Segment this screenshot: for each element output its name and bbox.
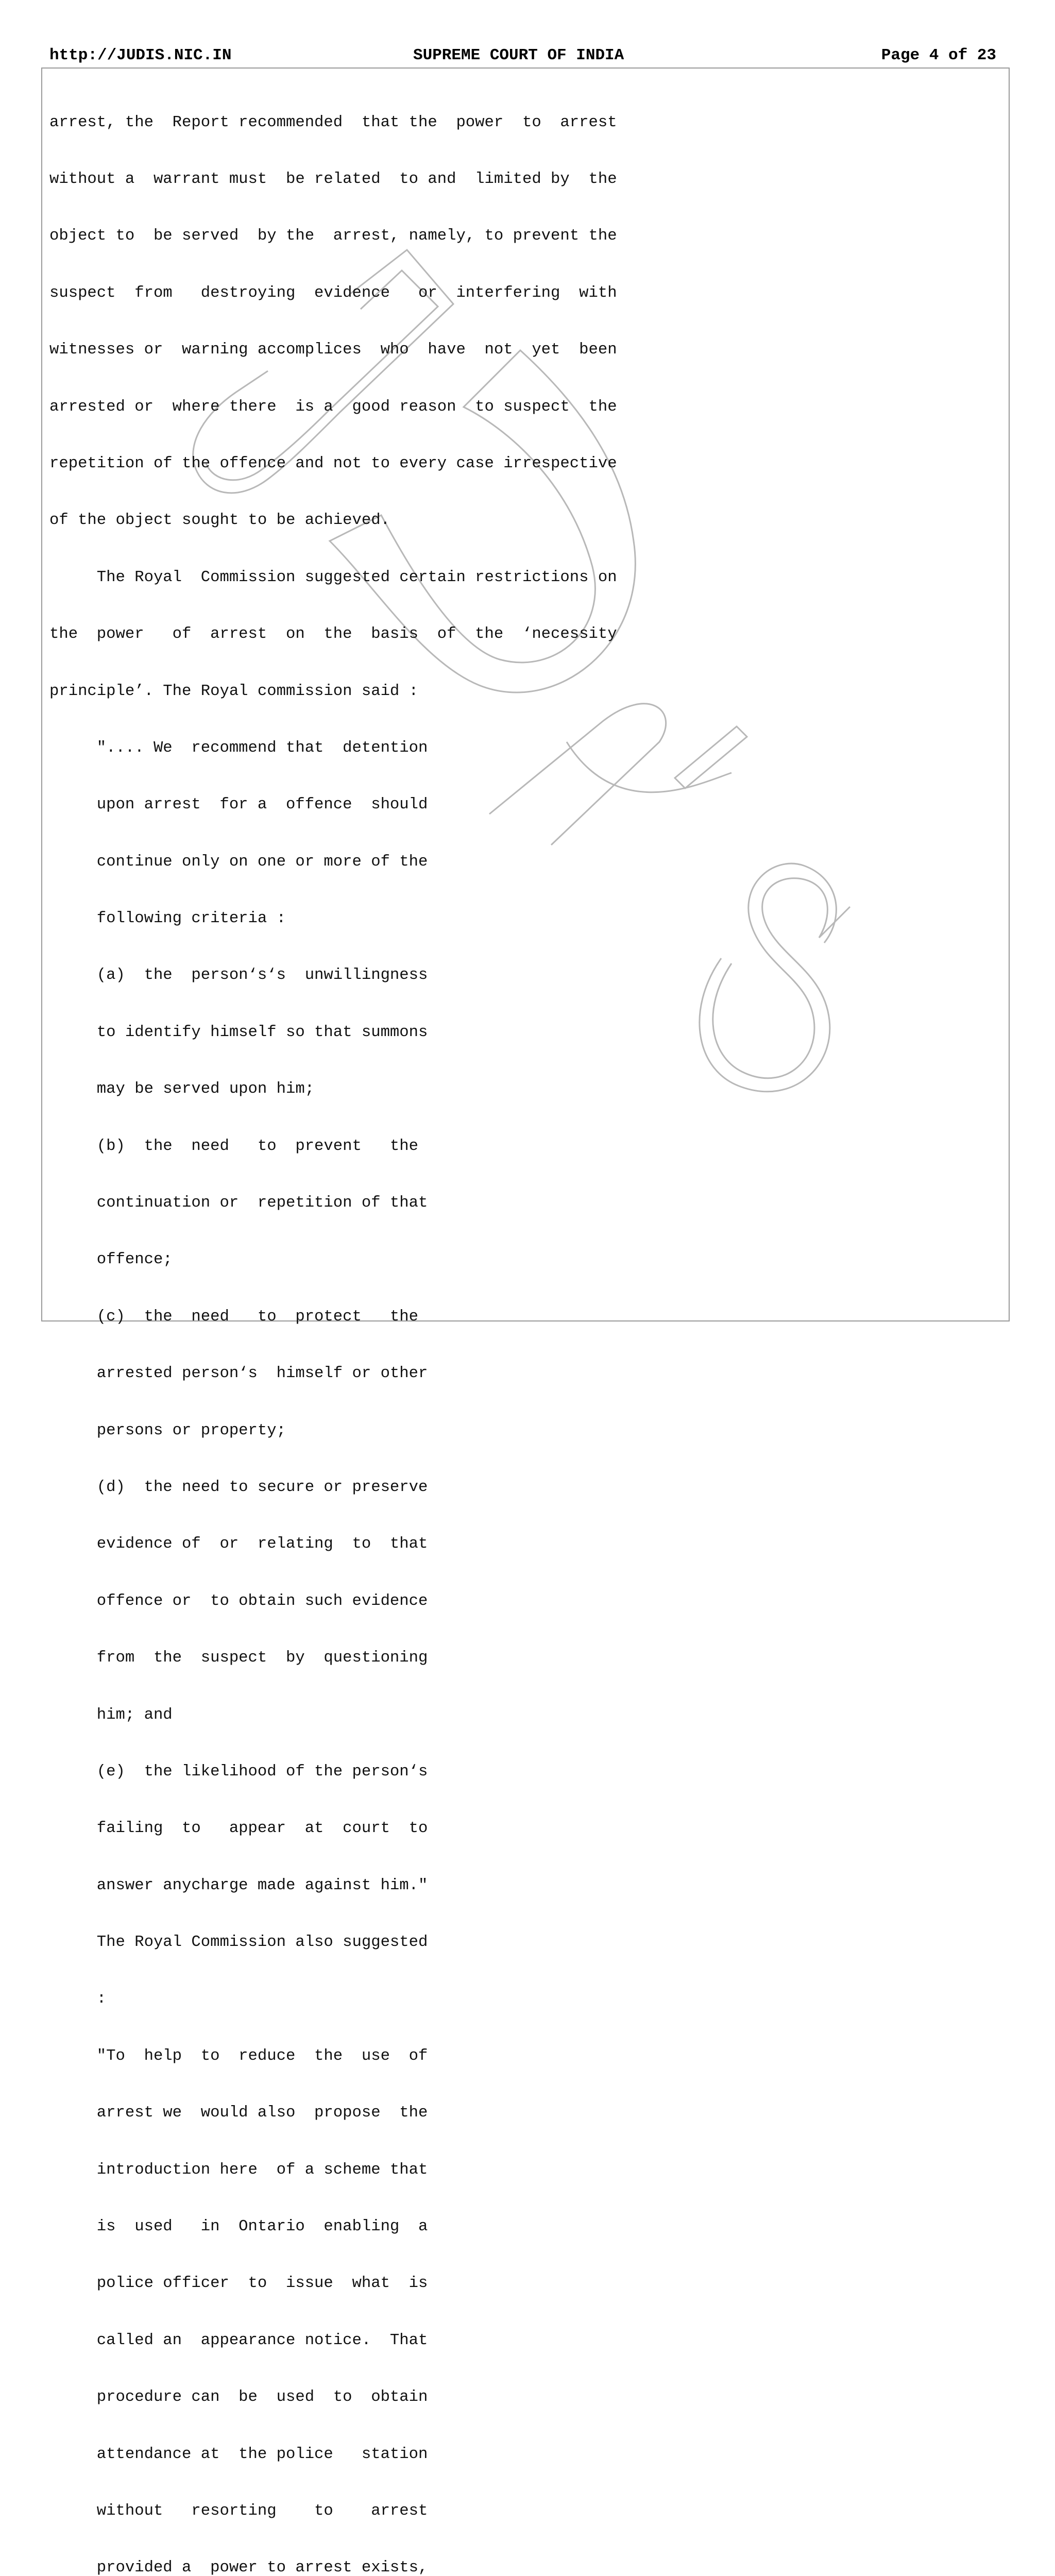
quote-line: following criteria : bbox=[49, 910, 286, 928]
quote-line: ".... We recommend that detention bbox=[49, 739, 428, 757]
text-line: The Royal Commission suggested certain restrictions on bbox=[49, 568, 617, 586]
quote-line: police officer to issue what is bbox=[49, 2275, 428, 2293]
quote-line: (c) the need to protect the bbox=[49, 1308, 419, 1326]
source-url[interactable]: http://JUDIS.NIC.IN bbox=[49, 46, 232, 64]
quote-line: is used in Ontario enabling a bbox=[49, 2218, 428, 2236]
quote-line: without resorting to arrest bbox=[49, 2502, 428, 2520]
quote-line: persons or property; bbox=[49, 1421, 286, 1439]
quote-line: failing to appear at court to bbox=[49, 1820, 428, 1838]
quote-line: offence or to obtain such evidence bbox=[49, 1592, 428, 1610]
quote-line: (b) the need to prevent the bbox=[49, 1137, 419, 1155]
quote-line: The Royal Commission also suggested bbox=[49, 1934, 428, 1952]
text-line: witnesses or warning accomplices who have not yet been bbox=[49, 341, 617, 359]
text-line: of the object sought to be achieved. bbox=[49, 512, 390, 530]
quote-line: attendance at the police station bbox=[49, 2445, 428, 2463]
quote-line: continuation or repetition of that bbox=[49, 1194, 428, 1212]
quote-line: "To help to reduce the use of bbox=[49, 2047, 428, 2065]
quote-line: (e) the likelihood of the person‘s bbox=[49, 1762, 428, 1781]
quote-line: him; and bbox=[49, 1706, 173, 1724]
text-line: principle’. The Royal commission said : bbox=[49, 682, 419, 700]
quote-line: upon arrest for a offence should bbox=[49, 796, 428, 814]
quote-line: provided a power to arrest exists, bbox=[49, 2559, 428, 2576]
text-line: arrested or where there is a good reason to suspect the bbox=[49, 398, 617, 416]
quote-line: evidence of or relating to that bbox=[49, 1535, 428, 1553]
court-name: SUPREME COURT OF INDIA bbox=[413, 46, 624, 64]
judgment-text bbox=[49, 75, 987, 2576]
quote-line: may be served upon him; bbox=[49, 1080, 315, 1098]
quote-line: called an appearance notice. That bbox=[49, 2331, 428, 2349]
quote-line: to identify himself so that summons bbox=[49, 1023, 428, 1041]
text-line: object to be served by the arrest, namely, to prevent the bbox=[49, 227, 617, 245]
quote-line: offence; bbox=[49, 1251, 173, 1269]
quote-line: procedure can be used to obtain bbox=[49, 2388, 428, 2406]
quote-line: continue only on one or more of the bbox=[49, 853, 428, 871]
text-line: without a warrant must be related to and limited by the bbox=[49, 170, 617, 188]
quote-line: introduction here of a scheme that bbox=[49, 2161, 428, 2179]
text-line: the power of arrest on the basis of the ‘necessity bbox=[49, 625, 617, 643]
text-line: suspect from destroying evidence or interfering with bbox=[49, 284, 617, 302]
page-header bbox=[49, 46, 996, 67]
quote-line: (d) the need to secure or preserve bbox=[49, 1478, 428, 1496]
quote-line: : bbox=[49, 1990, 107, 2008]
text-line: arrest, the Report recommended that the power to arrest bbox=[49, 113, 617, 131]
quote-line: arrest we would also propose the bbox=[49, 2104, 428, 2122]
quote-line: arrested person‘s himself or other bbox=[49, 1365, 428, 1383]
quote-line: from the suspect by questioning bbox=[49, 1649, 428, 1667]
quote-line: (a) the person‘s‘s unwillingness bbox=[49, 967, 428, 985]
page-number: Page 4 of 23 bbox=[881, 46, 996, 64]
text-line: repetition of the offence and not to every case irrespective bbox=[49, 454, 617, 472]
quote-line: answer anycharge made against him." bbox=[49, 1876, 428, 1894]
